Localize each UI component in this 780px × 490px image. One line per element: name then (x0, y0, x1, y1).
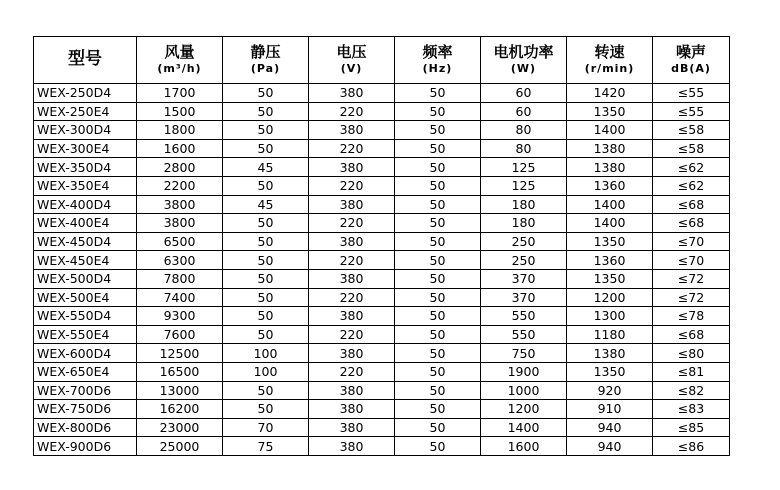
cell-noise: ≤72 (653, 288, 730, 307)
cell-speed: 1380 (567, 158, 653, 177)
cell-speed: 910 (567, 400, 653, 419)
cell-frequency: 50 (395, 400, 481, 419)
table-row (34, 288, 730, 307)
table-row (34, 400, 730, 419)
cell-motor-power: 250 (481, 232, 567, 251)
cell-airflow: 1800 (137, 121, 223, 140)
table-header-row (34, 37, 730, 84)
cell-airflow: 9300 (137, 307, 223, 326)
cell-voltage: 380 (309, 381, 395, 400)
cell-frequency: 50 (395, 139, 481, 158)
cell-static-pressure: 50 (223, 102, 309, 121)
cell-speed: 1300 (567, 307, 653, 326)
table-row (34, 269, 730, 288)
cell-static-pressure: 50 (223, 269, 309, 288)
cell-voltage: 380 (309, 195, 395, 214)
cell-voltage: 220 (309, 362, 395, 381)
cell-noise: ≤70 (653, 251, 730, 270)
cell-voltage: 380 (309, 121, 395, 140)
cell-airflow: 1700 (137, 84, 223, 103)
cell-static-pressure: 50 (223, 288, 309, 307)
cell-motor-power: 1200 (481, 400, 567, 419)
cell-frequency: 50 (395, 232, 481, 251)
header-title: 静压 (250, 43, 281, 62)
cell-speed: 1350 (567, 102, 653, 121)
cell-voltage: 380 (309, 344, 395, 363)
header-unit: dB(A) (671, 62, 711, 76)
table-row (34, 195, 730, 214)
cell-voltage: 220 (309, 325, 395, 344)
cell-model: WEX-500E4 (34, 288, 137, 307)
cell-noise: ≤55 (653, 84, 730, 103)
cell-noise: ≤78 (653, 307, 730, 326)
cell-voltage: 220 (309, 176, 395, 195)
header-title: 频率 (422, 43, 453, 62)
cell-static-pressure: 50 (223, 251, 309, 270)
cell-frequency: 50 (395, 158, 481, 177)
cell-static-pressure: 70 (223, 418, 309, 437)
table-row (34, 84, 730, 103)
header-model (34, 37, 137, 84)
cell-motor-power: 550 (481, 307, 567, 326)
header-unit: (Hz) (422, 62, 453, 76)
cell-speed: 1400 (567, 195, 653, 214)
table-row (34, 418, 730, 437)
cell-airflow: 6300 (137, 251, 223, 270)
cell-frequency: 50 (395, 437, 481, 456)
cell-motor-power: 80 (481, 139, 567, 158)
table-row (34, 158, 730, 177)
cell-static-pressure: 50 (223, 214, 309, 233)
table-row (34, 121, 730, 140)
cell-voltage: 220 (309, 288, 395, 307)
cell-voltage: 380 (309, 418, 395, 437)
header-unit: (Pa) (250, 62, 281, 76)
header-title: 噪声 (675, 43, 706, 62)
cell-frequency: 50 (395, 381, 481, 400)
header-speed (567, 37, 653, 84)
table-row (34, 325, 730, 344)
cell-static-pressure: 100 (223, 362, 309, 381)
header-unit: (m³/h) (157, 62, 202, 76)
cell-static-pressure: 50 (223, 400, 309, 419)
cell-airflow: 23000 (137, 418, 223, 437)
cell-speed: 1400 (567, 121, 653, 140)
cell-voltage: 380 (309, 269, 395, 288)
cell-frequency: 50 (395, 195, 481, 214)
header-frequency (395, 37, 481, 84)
cell-model: WEX-250E4 (34, 102, 137, 121)
cell-static-pressure: 50 (223, 307, 309, 326)
table-row (34, 214, 730, 233)
cell-noise: ≤55 (653, 102, 730, 121)
cell-static-pressure: 75 (223, 437, 309, 456)
table-row (34, 176, 730, 195)
cell-airflow: 12500 (137, 344, 223, 363)
header-voltage (309, 37, 395, 84)
cell-voltage: 380 (309, 307, 395, 326)
header-title: 转速 (594, 43, 625, 62)
cell-airflow: 16200 (137, 400, 223, 419)
cell-static-pressure: 45 (223, 195, 309, 214)
cell-speed: 1350 (567, 269, 653, 288)
cell-noise: ≤68 (653, 325, 730, 344)
header-unit: (W) (510, 62, 537, 76)
cell-motor-power: 370 (481, 288, 567, 307)
cell-static-pressure: 50 (223, 121, 309, 140)
cell-frequency: 50 (395, 176, 481, 195)
cell-motor-power: 60 (481, 84, 567, 103)
cell-frequency: 50 (395, 269, 481, 288)
cell-airflow: 7800 (137, 269, 223, 288)
cell-airflow: 13000 (137, 381, 223, 400)
cell-frequency: 50 (395, 84, 481, 103)
cell-model: WEX-900D6 (34, 437, 137, 456)
cell-model: WEX-500D4 (34, 269, 137, 288)
cell-airflow: 1600 (137, 139, 223, 158)
cell-motor-power: 1900 (481, 362, 567, 381)
cell-noise: ≤82 (653, 381, 730, 400)
cell-frequency: 50 (395, 307, 481, 326)
cell-noise: ≤62 (653, 158, 730, 177)
cell-noise: ≤70 (653, 232, 730, 251)
cell-airflow: 3800 (137, 195, 223, 214)
cell-model: WEX-550E4 (34, 325, 137, 344)
cell-speed: 1360 (567, 251, 653, 270)
table-row (34, 437, 730, 456)
cell-voltage: 380 (309, 158, 395, 177)
cell-frequency: 50 (395, 418, 481, 437)
cell-noise: ≤68 (653, 214, 730, 233)
cell-noise: ≤62 (653, 176, 730, 195)
fan-spec-table (33, 36, 730, 456)
table-body (34, 84, 730, 456)
cell-frequency: 50 (395, 214, 481, 233)
cell-noise: ≤58 (653, 139, 730, 158)
cell-frequency: 50 (395, 102, 481, 121)
cell-voltage: 380 (309, 232, 395, 251)
cell-voltage: 220 (309, 102, 395, 121)
header-static-pressure (223, 37, 309, 84)
cell-motor-power: 125 (481, 158, 567, 177)
cell-speed: 940 (567, 418, 653, 437)
cell-speed: 1400 (567, 214, 653, 233)
cell-airflow: 7400 (137, 288, 223, 307)
cell-airflow: 7600 (137, 325, 223, 344)
cell-model: WEX-300E4 (34, 139, 137, 158)
header-title: 电压 (336, 43, 367, 62)
cell-noise: ≤81 (653, 362, 730, 381)
cell-frequency: 50 (395, 251, 481, 270)
header-title: 风量 (164, 43, 195, 62)
cell-model: WEX-650E4 (34, 362, 137, 381)
cell-static-pressure: 50 (223, 232, 309, 251)
header-title: 电机功率 (493, 43, 554, 62)
cell-airflow: 3800 (137, 214, 223, 233)
cell-motor-power: 750 (481, 344, 567, 363)
cell-speed: 1360 (567, 176, 653, 195)
cell-static-pressure: 50 (223, 139, 309, 158)
cell-motor-power: 60 (481, 102, 567, 121)
header-title: 型号 (68, 49, 102, 70)
cell-motor-power: 550 (481, 325, 567, 344)
header-unit: (r/min) (584, 62, 635, 76)
cell-static-pressure: 45 (223, 158, 309, 177)
cell-model: WEX-350D4 (34, 158, 137, 177)
cell-motor-power: 370 (481, 269, 567, 288)
cell-speed: 920 (567, 381, 653, 400)
cell-speed: 940 (567, 437, 653, 456)
cell-speed: 1380 (567, 344, 653, 363)
cell-frequency: 50 (395, 121, 481, 140)
header-unit: (V) (340, 62, 363, 76)
header-noise (653, 37, 730, 84)
cell-frequency: 50 (395, 362, 481, 381)
table-row (34, 102, 730, 121)
cell-noise: ≤58 (653, 121, 730, 140)
cell-model: WEX-300D4 (34, 121, 137, 140)
cell-noise: ≤68 (653, 195, 730, 214)
table-row (34, 139, 730, 158)
cell-motor-power: 80 (481, 121, 567, 140)
cell-voltage: 380 (309, 84, 395, 103)
cell-motor-power: 250 (481, 251, 567, 270)
table-row (34, 251, 730, 270)
cell-airflow: 2200 (137, 176, 223, 195)
header-motor-power (481, 37, 567, 84)
header-airflow (137, 37, 223, 84)
cell-model: WEX-450D4 (34, 232, 137, 251)
cell-noise: ≤86 (653, 437, 730, 456)
cell-frequency: 50 (395, 288, 481, 307)
cell-voltage: 380 (309, 437, 395, 456)
cell-voltage: 380 (309, 400, 395, 419)
cell-model: WEX-250D4 (34, 84, 137, 103)
cell-airflow: 2800 (137, 158, 223, 177)
cell-motor-power: 1400 (481, 418, 567, 437)
cell-airflow: 1500 (137, 102, 223, 121)
cell-model: WEX-750D6 (34, 400, 137, 419)
cell-motor-power: 180 (481, 214, 567, 233)
cell-noise: ≤85 (653, 418, 730, 437)
cell-noise: ≤80 (653, 344, 730, 363)
table-row (34, 307, 730, 326)
cell-motor-power: 1600 (481, 437, 567, 456)
table-row (34, 381, 730, 400)
table-row (34, 362, 730, 381)
cell-model: WEX-450E4 (34, 251, 137, 270)
cell-noise: ≤72 (653, 269, 730, 288)
cell-voltage: 220 (309, 214, 395, 233)
table-row (34, 344, 730, 363)
cell-motor-power: 125 (481, 176, 567, 195)
cell-motor-power: 1000 (481, 381, 567, 400)
cell-airflow: 6500 (137, 232, 223, 251)
cell-noise: ≤83 (653, 400, 730, 419)
cell-model: WEX-800D6 (34, 418, 137, 437)
cell-static-pressure: 50 (223, 176, 309, 195)
cell-model: WEX-700D6 (34, 381, 137, 400)
cell-static-pressure: 50 (223, 84, 309, 103)
cell-static-pressure: 100 (223, 344, 309, 363)
cell-speed: 1420 (567, 84, 653, 103)
table-row (34, 232, 730, 251)
cell-speed: 1380 (567, 139, 653, 158)
cell-voltage: 220 (309, 139, 395, 158)
cell-speed: 1350 (567, 232, 653, 251)
cell-speed: 1180 (567, 325, 653, 344)
cell-voltage: 220 (309, 251, 395, 270)
cell-frequency: 50 (395, 325, 481, 344)
cell-speed: 1200 (567, 288, 653, 307)
cell-motor-power: 180 (481, 195, 567, 214)
cell-model: WEX-400D4 (34, 195, 137, 214)
cell-airflow: 16500 (137, 362, 223, 381)
cell-static-pressure: 50 (223, 381, 309, 400)
cell-speed: 1350 (567, 362, 653, 381)
cell-static-pressure: 50 (223, 325, 309, 344)
cell-airflow: 25000 (137, 437, 223, 456)
cell-model: WEX-550D4 (34, 307, 137, 326)
cell-model: WEX-400E4 (34, 214, 137, 233)
cell-frequency: 50 (395, 344, 481, 363)
cell-model: WEX-600D4 (34, 344, 137, 363)
cell-model: WEX-350E4 (34, 176, 137, 195)
